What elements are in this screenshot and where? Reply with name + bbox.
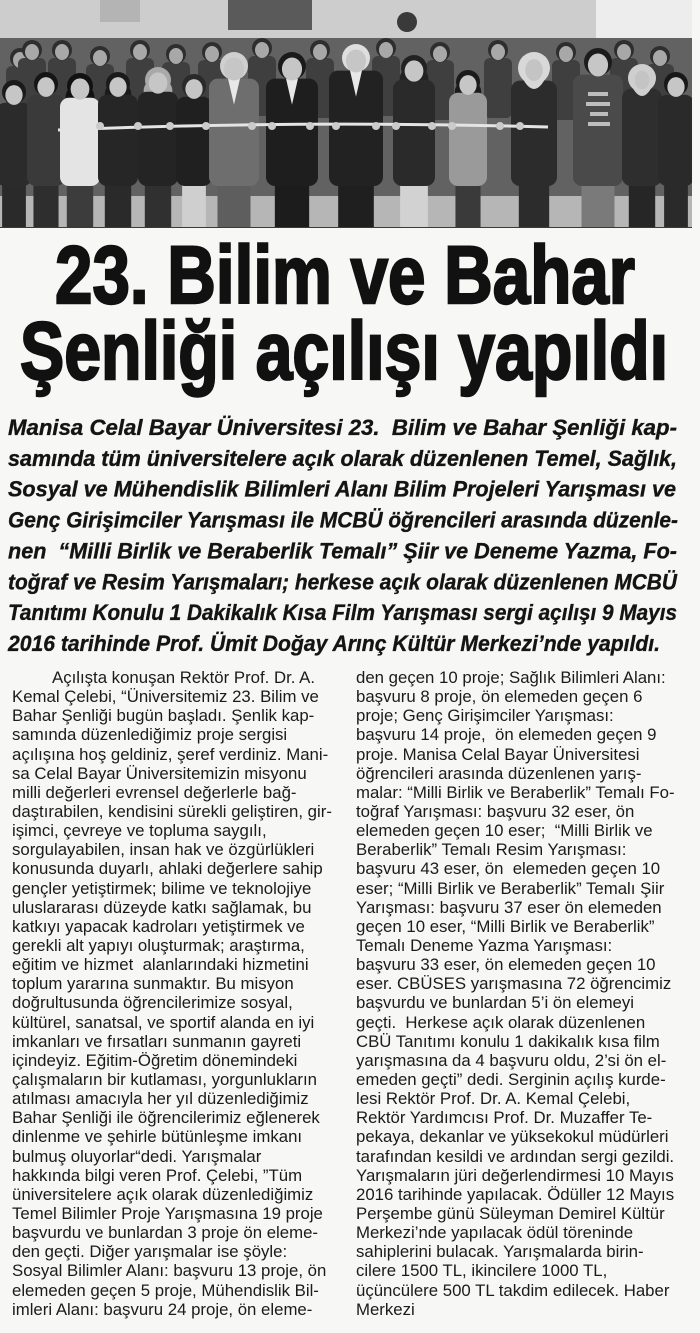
body-line: elemeden geçen 5 proje, Mühendislik Bil- [12, 1280, 319, 1300]
body-line: geçti. Herkese açık olarak düzenlenen [356, 1012, 646, 1032]
wall-emblem [397, 12, 417, 32]
lead-line: Sosyal ve Mühendislik Bilimleri Alanı Bilim Projeleri Yarışması ve [8, 476, 676, 502]
lead-line: toğraf ve Resim Yarışmaları; herkese açık olarak düzenlenen MCBÜ [8, 569, 679, 595]
body-line: gerekli alt yapıyı oluşturmak; araştırma, [12, 935, 305, 955]
lead-line: Genç Girişimciler Yarışması ile MCBÜ öğrencileri arasında düzenle- [8, 507, 678, 533]
person-face [205, 46, 219, 62]
body-line: başvuru 8 proje, ön elemeden geçen 6 [356, 687, 643, 707]
body-line: milli değerleri evrensel değerlerle bağ- [12, 782, 297, 802]
body-line: cilere 1500 TL, ikincilere 1000 TL, [356, 1261, 608, 1281]
person-face [93, 50, 107, 66]
person-face [5, 85, 22, 105]
person-face [282, 58, 302, 81]
person-face [346, 50, 366, 73]
person-body [484, 58, 512, 118]
wall-panel [100, 0, 140, 22]
body-line: bulmuş oluyorlar“dedi. Yarışmalar [12, 1146, 262, 1166]
tshirt-print [586, 102, 610, 106]
person-body [449, 93, 487, 186]
body-line: pekaya, dekanlar ve yüksekokul müdürleri [356, 1127, 669, 1147]
person-body [511, 81, 557, 186]
body-line: sa Celal Bayar Üniversitemizin misyonu [12, 763, 307, 783]
body-line: sahiplerini bulacak. Yarışmalarda birin- [356, 1242, 644, 1262]
headline [0, 228, 700, 398]
hand [448, 122, 456, 130]
body-line: Bahar Şenliği bugün başladı. Şenlik kap- [12, 706, 315, 726]
body-line: sorgulayabilen, insan hak ve özgürlükleri [12, 840, 315, 860]
body-line: katkıyı yapacak kadroları yetiştirmek ve [12, 916, 305, 936]
body-line: doğrultusunda öğrencilerimize sosyal, [12, 993, 293, 1013]
body-line: lesi Rektör Prof. Dr. A. Kemal Çelebi, [356, 1089, 631, 1109]
lead-line: samında tüm üniversitelere açık olarak düzenlenen Temel, Sağlık, [8, 445, 677, 471]
body-line: konusunda duyarlı, ahlaki değerlere sahip [12, 859, 323, 879]
person-face [491, 44, 505, 60]
person-body [60, 98, 100, 186]
person-face [185, 79, 202, 99]
ribbon-cutting-photo [0, 0, 692, 228]
body-line: Yarışmaların jüri değerlendirmesi 10 Mayıs [356, 1165, 674, 1185]
body-line: dinlenme ve şehirle bütünleşme imkanı [12, 1127, 303, 1147]
person-body [27, 95, 65, 186]
person-body [176, 97, 212, 186]
person-face [313, 44, 327, 60]
body-line: açılışına hoş geldiniz, şeref verdiniz. Mani- [12, 744, 329, 764]
person-body [393, 80, 435, 186]
hand [166, 122, 174, 130]
lead-paragraph [0, 400, 700, 662]
person-face [25, 44, 39, 60]
body-line: Açılışta konuşan Rektör Prof. Dr. A. [52, 668, 316, 687]
person-body [573, 75, 623, 186]
background-person [484, 40, 512, 118]
person-body [658, 95, 692, 186]
person-face [525, 59, 542, 81]
person-face [405, 60, 424, 81]
body-line: tarafından kesildi ve ardından sergi gezildi. [356, 1146, 675, 1166]
body-line: atılması amacıyla her yıl düzenlediğimiz [12, 1089, 309, 1109]
lead-line: nen “Milli Birlik ve Beraberlik Temalı” Şiir ve Deneme Yazma, Fo- [8, 538, 677, 564]
tshirt-print [588, 122, 610, 126]
body-line: daştırabilen, kendisini sürekli geliştiren, gir- [12, 801, 332, 821]
body-line: kültürel, sanatsal, ve sportif alanda en iyi [12, 1012, 315, 1032]
body-line: 2016 tarihinde yapılacak. Ödüller 12 Mayıs [356, 1184, 675, 1204]
hand [496, 122, 504, 130]
person-face [433, 46, 447, 62]
person-face [588, 54, 608, 77]
body-line: yarışmasına da 4 başvuru oldu, 2’si ön el- [356, 1050, 667, 1070]
body-line: çalışmaların bir kutlaması, yorgunlukların [12, 1069, 317, 1089]
hand [306, 122, 314, 130]
person-face [169, 48, 183, 64]
body-line: elemeden geçen 10 eser; “Milli Birlik ve [356, 821, 653, 841]
lead-line: 2016 tarihinde Prof. Ümit Doğay Arınç Kültür Merkezi’nde yapıldı. [7, 631, 660, 656]
body-line: Merkezi’nde yapılacak ödül töreninde [356, 1223, 634, 1243]
body-line: imleri Alanı: başvuru 24 proje, ön eleme- [12, 1299, 313, 1319]
person-face [635, 71, 650, 90]
body-line: başvuru 14 proje, ön elemeden geçen 9 [356, 725, 657, 745]
hand [332, 122, 340, 130]
person-face [224, 58, 244, 81]
person-face [133, 44, 147, 60]
body-line: gençler yetiştirmek; bilime ve teknolojiye [12, 878, 312, 898]
headline-line-2: Şenliği açılışı yapıldı [20, 306, 668, 397]
person-face [379, 42, 393, 58]
person-body [98, 95, 138, 186]
hand [372, 122, 380, 130]
person-face [109, 77, 126, 97]
body-column-left [12, 668, 340, 1328]
person-body [138, 92, 178, 186]
body-line: üçüncülere 500 TL takdim edilecek. Haber [356, 1280, 670, 1300]
body-line: CBÜ Tanıtımı konulu 1 dakikalık kısa film [356, 1031, 660, 1051]
person-face [149, 72, 168, 93]
person-face [55, 44, 69, 60]
headline-line-1: 23. Bilim ve Bahar [55, 230, 635, 321]
person-face [459, 75, 476, 95]
body-line: Beraberlik” Temalı Resim Yarışması: [356, 840, 627, 860]
body-line: Merkezi [356, 1299, 415, 1319]
hand [134, 122, 142, 130]
body-line: üniversitelere açık olarak düzenlediğimiz [12, 1184, 314, 1204]
body-line: başvuru 43 eser, ön elemeden geçen 10 [356, 859, 661, 879]
hand [248, 122, 256, 130]
body-line: başvurdu ve bunlardan 5’i ön elemeyi [356, 993, 634, 1013]
hand [428, 122, 436, 130]
tshirt-print [590, 112, 608, 116]
body-line: den geçti. Diğer yarışmalar ise şöyle: [12, 1242, 288, 1262]
body-line: emeden geçti” dedi. Serginin açılış kurde- [356, 1069, 666, 1089]
body-column-right [356, 668, 694, 1328]
body-line: Sosyal Bilimler Alanı: başvuru 13 proje, ön [12, 1261, 327, 1281]
body-line: geçen 10 eser, “Milli Birlik ve Beraberlik” [356, 916, 655, 936]
body-line: eser; “Milli Birlik ve Beraberlik” Temalı Şiir [356, 878, 665, 898]
person-face [71, 78, 90, 99]
tshirt-print [588, 92, 608, 96]
body-line: Temel Bilimler Proje Yarışmasına 19 proje [12, 1203, 323, 1223]
body-line: öğrencileri arasında düzenlenen yarış- [356, 763, 642, 783]
body-line: proje; Genç Girişimciler Yarışması: [356, 706, 614, 726]
body-line: içindeyiz. Eğitim-Öğretim dönemindeki [12, 1050, 298, 1070]
body-line: proje. Manisa Celal Bayar Üniversitesi [356, 744, 640, 764]
body-line: samında düzenlediğimiz proje sergisi [12, 725, 288, 745]
person-face [667, 77, 684, 97]
body-line: uluslararası düzeyde katkı sağlamak, bu [12, 897, 312, 917]
body-line: Yarışması: başvuru 37 eser ön elemeden [356, 897, 662, 917]
hand [96, 122, 104, 130]
body-line: Kemal Çelebi, “Üniversitemiz 23. Bilim ve [12, 687, 319, 707]
person-face [255, 42, 269, 58]
body-line: Temalı Deneme Yazma Yarışması: [356, 935, 613, 955]
body-line: eser. CBÜSES yarışmasına 72 öğrencimiz [356, 974, 672, 994]
person-face [37, 77, 54, 97]
body-line: hakkında bilgi veren Prof. Çelebi, ”Tüm [12, 1165, 303, 1185]
lead-line: Manisa Celal Bayar Üniversitesi 23. Bilim ve Bahar Şenliği kap- [8, 415, 678, 440]
window [228, 0, 312, 30]
hand [516, 122, 524, 130]
body-line: Perşembe günü Süleyman Demirel Kültür [356, 1203, 665, 1223]
body-line: başvuru 33 eser, ön elemeden geçen 10 [356, 955, 656, 975]
hand [268, 122, 276, 130]
photo-canvas [0, 0, 692, 227]
body-line: toğraf Yarışması: başvuru 32 eser, ön [356, 801, 635, 821]
body-line: imkanları ve fırsatları sunmanın gayreti [12, 1031, 302, 1051]
hand [392, 122, 400, 130]
body-line: Rektör Yardımcısı Prof. Dr. Muzaffer Te- [356, 1108, 653, 1128]
person-face [617, 44, 631, 60]
hand [202, 122, 210, 130]
body-line: eğitim ve hizmet alanlarındaki hizmetini [12, 955, 309, 975]
person-face [559, 46, 573, 62]
body-line: toplum yararına sunmaktır. Bu misyon [12, 974, 294, 994]
person-body [622, 89, 662, 186]
body-line: işimci, çevreye ve topluma saygılı, [12, 821, 267, 841]
lead-line: Tanıtımı Konulu 1 Dakikalık Kısa Film Yarışması sergi açılışı 9 Mayıs [8, 600, 677, 626]
person-face [653, 50, 667, 66]
body-line: den geçen 10 proje; Sağlık Bilimleri Alanı: [356, 668, 666, 687]
body-line: Bahar Şenliği ile öğrencilerimiz eğlenerek [12, 1108, 320, 1128]
body-line: malar: “Milli Birlik ve Beraberlik” Temalı Fo- [356, 782, 675, 802]
body-line: başvurdu ve bunlardan 3 proje ön eleme- [12, 1223, 318, 1243]
